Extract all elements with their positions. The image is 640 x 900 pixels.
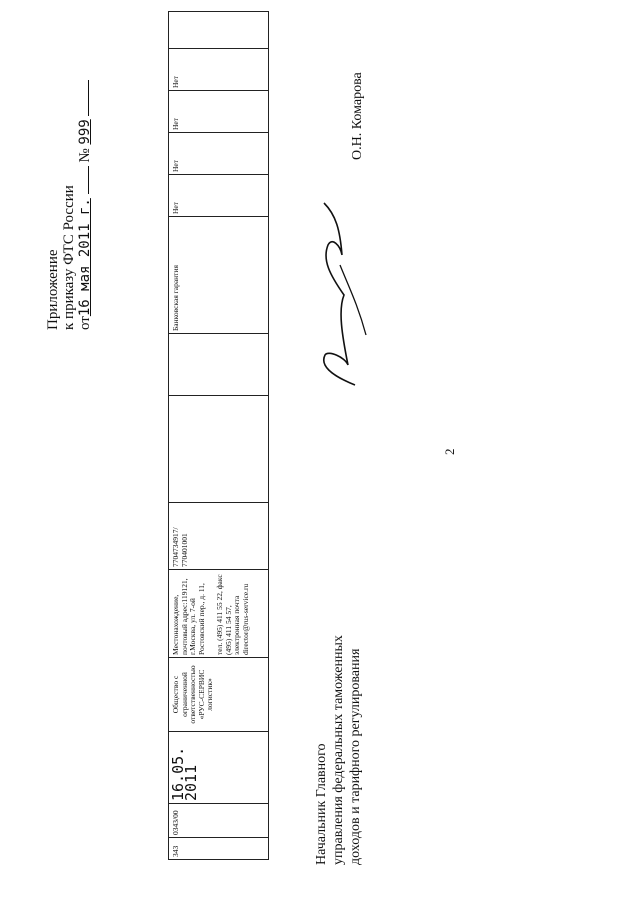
cell-no-2: Нет (169, 133, 269, 175)
cell-col6 (169, 396, 269, 503)
appendix-header (45, 80, 93, 330)
registry-table (168, 11, 269, 860)
signatory-line-2: управления федеральных таможенных (331, 635, 346, 865)
cell-col13 (169, 12, 269, 49)
appendix-line-3 (77, 80, 93, 330)
signatory-name: О.Н. Комарова (350, 72, 365, 160)
cell-row-number: 343 (169, 838, 269, 860)
cell-guarantee: Банковская гарантия (169, 217, 269, 334)
cell-reg-number: 0343/00 (169, 804, 269, 838)
appendix-line-1: Приложение (45, 249, 61, 330)
appendix-line-2: к приказу ФТС России (61, 185, 77, 330)
cell-no-1: Нет (169, 175, 269, 217)
signatory-title (313, 635, 364, 865)
page-number: 2 (442, 448, 457, 455)
handwritten-signature (300, 195, 380, 395)
cell-inn-kpp: 7704734917/ 770401001 (169, 503, 269, 570)
cell-address (169, 570, 269, 658)
appendix-number: 999 (77, 119, 93, 145)
cell-contacts-text: тел. (495) 411 55 22, факс (495) 411 54 57, электронная почта director@rus-service.ru (215, 574, 250, 655)
cell-date (169, 732, 269, 804)
table-row (169, 12, 269, 860)
appendix-number-label: № (77, 148, 93, 163)
cell-no-4: Нет (169, 49, 269, 91)
cell-date-text: 16.05. 2011 (169, 746, 200, 801)
cell-col7 (169, 334, 269, 396)
appendix-date: 16 мая 2011 г. (77, 198, 93, 317)
appendix-date-prefix: от (77, 316, 93, 330)
signatory-line-1: Начальник Главного (314, 743, 329, 865)
signatory-line-3: доходов и тарифного регулирования (348, 648, 363, 865)
cell-no-3: Нет (169, 91, 269, 133)
cell-org-name: Общество с ограниченной ответственностью «РУС-СЕРВИС логистик» (169, 658, 269, 732)
cell-address-text: Местонахождение, почтовый адрес:119121, г.Москва, ул. 7-ой Ростовский пер., д. 11, (171, 578, 206, 655)
